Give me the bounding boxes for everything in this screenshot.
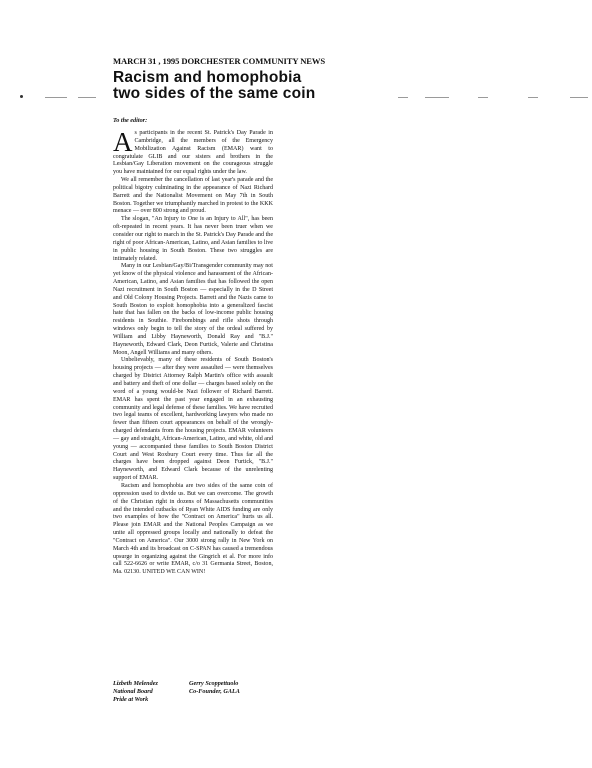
signer-name: Gerry Scoppettuolo: [189, 680, 239, 687]
paragraph-1-text: s participants in the recent St. Patrick's Day Parade in Cambridge, all the members of the Emergency Mobilization Against Racism (EMAR) want to congratulate GLIB and our sisters and brothers in the Lesbian/Gay Liberation movement on the courageous struggle you have maintained for our equal rights under the law.: [113, 130, 273, 176]
letter-body: [113, 127, 273, 577]
scan-dash-rule: [528, 97, 538, 98]
paragraph-5: Unbelievably, many of these residents of South Boston's housing projects — after they were assaulted — were themselves charged by District Attorney Ralph Martin's office with assault and battery and theft of one dollar — charges based solely on the word of a young would-be Nazi follower of Richard Barrett. EMAR has spent the past year engaged in an exhausting community and legal defense of these families. We have recruited two legal teams of excellent, hardworking lawyers who made no fewer than fifteen court appearances on behalf of the wrongly-charged defendants from the housing projects. EMAR volunteers — gay and straight, African-American, Latino, and white, old and young — accompanied these families to South Boston District Court and West Roxbury Court every time. Thus far all the charges have been dropped against Deon Furtick, "B.J." Hayneworth, and Edward Clark because of the unrelenting support of EMAR.: [113, 357, 273, 482]
headline-line-2: two sides of the same coin: [113, 85, 316, 102]
signer-title: National Board: [113, 688, 153, 695]
headline: [113, 70, 413, 102]
scan-dash-rule: [425, 97, 449, 98]
salutation: To the editor:: [113, 117, 148, 124]
dateline: MARCH 31 , 1995 DORCHESTER COMMUNITY NEWS: [113, 56, 326, 66]
scan-dash-rule: [478, 97, 488, 98]
scan-dash-rule: [398, 97, 408, 98]
headline-line-1: Racism and homophobia: [113, 69, 302, 86]
scan-dash-rule: [570, 97, 588, 98]
signer-organization: Pride at Work: [113, 696, 149, 703]
signer-title: Co-Founder, GALA: [189, 688, 240, 695]
paragraph-1: [113, 127, 273, 177]
paragraph-4: Many in our Lesbian/Gay/Bi/Transgender community may not yet know of the physical violence and harassment of the African-American, Latino, and Asian families that has followed the open Nazi recruitment in South Boston — especially in the D Street and Old Colony Housing Projects. Barrett and the Nazis came to South Boston to exploit homophobia into a generalized fascist hate that has fallen on the backs of low-income public housing residents in Southie. Firebombings and rifle shots through windows only begin to tell the story of the ordeal suffered by William and Libby Hayneworth, Donald Ray and "B.J." Hayneworth, Edward Clark, Deon Furtick, Valerie and Christina Moon, Angell Williams and many others.: [113, 263, 273, 356]
scan-dash-rule: [45, 97, 67, 98]
signature-left: [113, 680, 158, 704]
drop-cap: A: [113, 127, 133, 157]
paragraph-6: Racism and homophobia are two sides of the same coin of oppression used to divide us. But we can overcome. The growth of the Christian right in dozens of Massachusetts communities and the intended cutbacks of Ryan White AIDS funding are only two examples of how the "Contract on America" hurts us all. Please join EMAR and the National Peoples Campaign as we unite all oppressed groups locally and nationally to defeat the "Contract on America". Our 3000 strong rally in New York on March 4th and its broadcast on C-SPAN has caused a tremendous upsurge in organizing against the Gingrich et al. For more info call 522-6626 or write EMAR, c/o 31 Germania Street, Boston, Ma. 02130. UNITED WE CAN WIN!: [113, 482, 273, 576]
signer-name: Lizbeth Melendez: [113, 680, 158, 687]
paragraph-2: We all remember the cancellation of last year's parade and the political bigotry culminating in the appearance of Nazi Richard Barrett and the Nationalist Movement on May 7th in South Boston. Together we triumphantly marched in protest to the KKK menace — over 800 strong and proud.: [113, 177, 273, 215]
scan-speck: [20, 95, 23, 98]
scan-dash-rule: [78, 97, 96, 98]
signature-right: [189, 680, 240, 696]
paragraph-3: The slogan, "An Injury to One is an Injury to All", has been oft-repeated in recent years. It has never been truer when we consider our right to march in the St. Patrick's Day Parade and the right of poor African-American, Latino, and Asian families to live in public housing in South Boston. These two struggles are intimately related.: [113, 216, 273, 262]
